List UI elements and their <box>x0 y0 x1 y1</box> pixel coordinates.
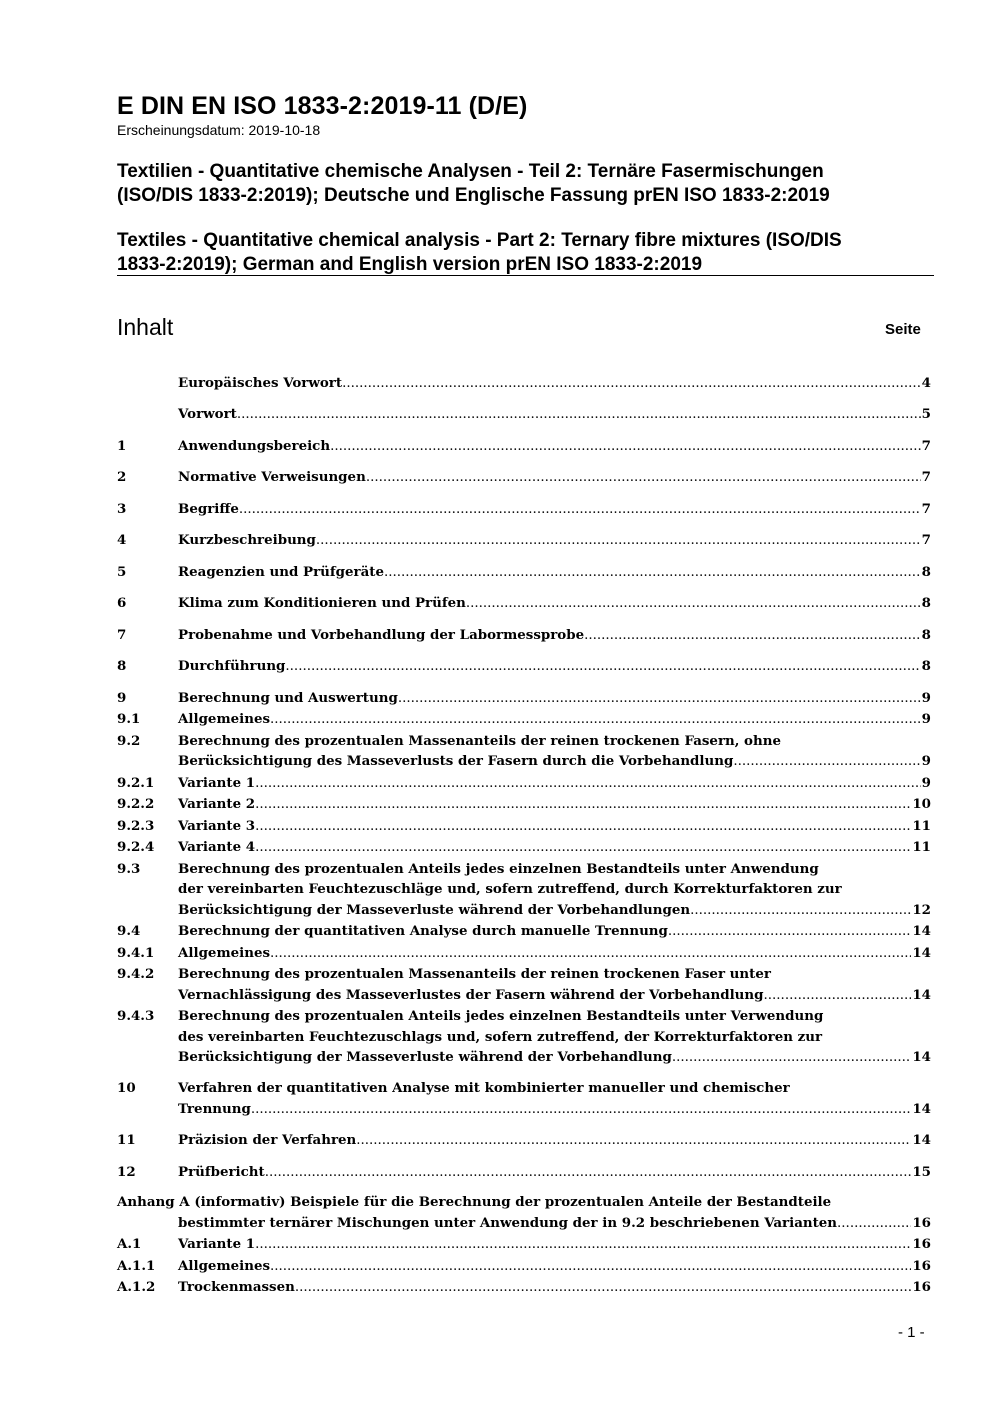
toc-entry-title: Probenahme und Vorbehandlung der Labormessprobe <box>178 626 585 643</box>
toc-entry-page: 5 <box>921 406 931 422</box>
toc-entry-title: Berechnung des prozentualen Anteils jedes einzelnen Bestandteils unter Verwendung <box>178 1008 824 1024</box>
toc-entry-page: 8 <box>921 626 931 643</box>
toc-entry[interactable] <box>117 625 931 647</box>
toc-entry-number: 11 <box>117 1132 136 1148</box>
toc-entry-number: 6 <box>117 595 127 611</box>
toc-entry-title: Begriffe <box>178 500 239 517</box>
toc-entry-page: 9 <box>921 753 931 769</box>
dot-leader <box>837 1214 911 1235</box>
toc-entry-page: 7 <box>921 469 931 485</box>
toc-entry-title: Variante 2 <box>178 796 256 812</box>
toc-entry-title: Berechnung der quantitativen Analyse durch manuelle Trennung <box>178 923 668 939</box>
dot-leader <box>270 710 921 731</box>
toc-entry-title: Trockenmassen <box>178 1279 295 1295</box>
dot-leader <box>251 1100 911 1121</box>
toc-entry-page: 15 <box>912 1163 931 1180</box>
toc-entry-number: 9.2 <box>117 732 141 749</box>
toc-heading: Inhalt <box>117 314 174 340</box>
toc-entry-title: Berücksichtigung des Masseverlusts der Fasern durch die Vorbehandlung <box>178 753 734 769</box>
toc-entry-number: 9 <box>117 689 127 706</box>
toc-entry-page: 14 <box>912 1049 931 1065</box>
dot-leader <box>255 838 911 859</box>
dot-leader <box>270 1257 911 1278</box>
dot-leader <box>255 1235 911 1256</box>
title-english <box>117 229 937 277</box>
toc-entry-number: 5 <box>117 563 127 580</box>
toc-entry-page: 10 <box>912 796 931 812</box>
toc-entry[interactable] <box>117 709 931 731</box>
toc-entry[interactable] <box>117 1256 931 1278</box>
dot-leader <box>255 795 911 816</box>
toc-entry-page: 11 <box>912 839 931 855</box>
toc-entry-title: Anhang A (informativ) Beispiele für die Berechnung der prozentualen Anteile der Bestandteile <box>117 1194 832 1210</box>
toc-entry-title: Europäisches Vorwort <box>178 375 343 391</box>
dot-leader <box>270 944 911 965</box>
toc-entry-title: Variante 1 <box>178 1236 256 1252</box>
toc-entry[interactable] <box>117 794 931 816</box>
toc-entry-title: Allgemeines <box>178 1257 271 1274</box>
toc-entry[interactable] <box>117 530 931 552</box>
dot-leader <box>239 500 921 521</box>
toc-entry-title: Berechnung und Auswertung <box>178 689 398 706</box>
toc-entry-page: 4 <box>921 375 931 391</box>
toc-entry[interactable] <box>117 1130 931 1152</box>
toc-entry-number: 9.2.3 <box>117 817 155 834</box>
toc-entry-page: 16 <box>912 1257 931 1274</box>
dot-leader <box>764 986 912 1007</box>
dot-leader <box>237 405 921 426</box>
toc-entry-title: Vorwort <box>178 406 237 422</box>
title-german <box>117 160 937 208</box>
toc-entry[interactable] <box>117 404 931 426</box>
dot-leader <box>384 563 921 584</box>
toc-entry-number: 9.4.2 <box>117 966 155 982</box>
dot-leader <box>584 626 921 647</box>
title-english-line-1: Textiles - Quantitative chemical analysis - Part 2: Ternary fibre mixtures (ISO/DIS <box>117 230 842 251</box>
toc-entry-title: des vereinbarten Feuchtezuschlags und, sofern zutreffend, der Korrekturfaktoren zur <box>178 1028 823 1045</box>
toc-entry[interactable] <box>117 859 931 922</box>
toc-entry-number: 7 <box>117 626 127 643</box>
toc-entry-page: 7 <box>921 500 931 517</box>
toc-entry[interactable] <box>117 1078 931 1120</box>
dot-leader <box>255 774 921 795</box>
table-of-contents <box>117 373 931 1299</box>
document-code: E DIN EN ISO 1833-2:2019-11 (D/E) <box>117 92 528 120</box>
toc-entry-page: 7 <box>921 437 931 454</box>
toc-entry-page: 16 <box>912 1279 931 1295</box>
dot-leader <box>342 374 921 395</box>
dot-leader <box>255 817 911 838</box>
toc-entry-page: 16 <box>912 1236 931 1252</box>
publication-date: Erscheinungsdatum: 2019-10-18 <box>117 122 321 138</box>
toc-entry[interactable] <box>117 499 931 521</box>
dot-leader <box>316 531 921 552</box>
dot-leader <box>672 1048 912 1069</box>
toc-entry[interactable] <box>117 1234 931 1256</box>
toc-entry-title: Berechnung des prozentualen Anteils jedes einzelnen Bestandteils unter Anwendung <box>178 860 819 877</box>
toc-entry[interactable] <box>117 1192 931 1234</box>
toc-entry-title: Kurzbeschreibung <box>178 532 316 548</box>
toc-entry-number: 9.2.4 <box>117 839 155 855</box>
dot-leader <box>733 752 920 773</box>
toc-entry-page: 9 <box>921 711 931 727</box>
toc-entry-number: 9.2.2 <box>117 796 155 812</box>
toc-entry-title: bestimmter ternärer Mischungen unter Anwendung der in 9.2 beschriebenen Varianten <box>178 1214 838 1231</box>
toc-entry-title: Präzision der Verfahren <box>178 1132 357 1148</box>
toc-entry[interactable] <box>117 436 931 458</box>
toc-entry[interactable] <box>117 964 931 1006</box>
toc-entry-title: Variante 4 <box>178 839 256 855</box>
toc-entry-number: 8 <box>117 658 127 674</box>
dot-leader <box>356 1131 911 1152</box>
toc-entry-page: 11 <box>912 817 931 834</box>
toc-entry-title: Klima zum Konditionieren und Prüfen <box>178 595 466 611</box>
toc-entry[interactable] <box>117 373 931 395</box>
toc-entry-page: 12 <box>912 901 931 918</box>
toc-entry[interactable] <box>117 921 931 943</box>
dot-leader <box>466 594 921 615</box>
toc-entry-title: Reagenzien und Prüfgeräte <box>178 563 384 580</box>
title-german-line-1: Textilien - Quantitative chemische Analysen - Teil 2: Ternäre Fasermischungen <box>117 161 824 182</box>
toc-entry-title: Variante 3 <box>178 817 256 834</box>
toc-entry-number: 9.4 <box>117 923 141 939</box>
toc-entry[interactable] <box>117 688 931 710</box>
toc-entry-title: der vereinbarten Feuchtezuschläge und, sofern zutreffend, durch Korrekturfaktoren zur <box>178 881 842 897</box>
toc-entry-title: Anwendungsbereich <box>178 437 331 454</box>
toc-entry-page: 14 <box>912 1100 931 1117</box>
toc-entry[interactable] <box>117 656 931 678</box>
toc-entry-title: Verfahren der quantitativen Analyse mit kombinierter manueller und chemischer <box>178 1080 790 1096</box>
toc-entry[interactable] <box>117 943 931 965</box>
toc-entry-number: 9.4.3 <box>117 1008 155 1024</box>
toc-entry-title: Berechnung des prozentualen Massenanteils der reinen trockenen Faser unter <box>178 966 771 982</box>
toc-entry-number: A.1 <box>117 1236 142 1252</box>
toc-entry-title: Prüfbericht <box>178 1163 265 1180</box>
toc-entry[interactable] <box>117 731 931 773</box>
toc-entry-number: 2 <box>117 469 127 485</box>
toc-entry-page: 9 <box>921 689 931 706</box>
dot-leader <box>690 901 911 922</box>
toc-entry-number: A.1.2 <box>117 1279 156 1295</box>
toc-entry-page: 14 <box>912 923 931 939</box>
page-number: - 1 - <box>898 1324 925 1341</box>
dot-leader <box>265 1163 912 1184</box>
toc-entry[interactable] <box>117 1162 931 1184</box>
dot-leader <box>398 689 921 710</box>
toc-entry-page: 14 <box>912 986 931 1003</box>
toc-entry-title: Variante 1 <box>178 774 256 791</box>
toc-entry-page: 8 <box>921 658 931 674</box>
toc-entry-number: A.1.1 <box>117 1257 156 1274</box>
toc-entry-number: 1 <box>117 437 127 454</box>
toc-entry-page: 7 <box>921 532 931 548</box>
toc-entry-page: 8 <box>921 595 931 611</box>
toc-entry-number: 9.2.1 <box>117 774 155 791</box>
toc-entry-number: 10 <box>117 1080 136 1096</box>
title-english-line-2: 1833-2:2019); German and English version prEN ISO 1833-2:2019 <box>117 254 703 275</box>
toc-entry-title: Allgemeines <box>178 944 271 961</box>
toc-entry-title: Normative Verweisungen <box>178 469 366 485</box>
toc-entry[interactable] <box>117 837 931 859</box>
toc-entry-page: 16 <box>912 1214 931 1231</box>
toc-entry-number: 9.3 <box>117 860 141 877</box>
toc-entry[interactable] <box>117 773 931 795</box>
toc-entry-page: 14 <box>912 944 931 961</box>
toc-entry-title: Allgemeines <box>178 711 271 727</box>
header-divider <box>117 275 934 276</box>
dot-leader <box>295 1278 912 1299</box>
toc-entry[interactable] <box>117 1006 931 1069</box>
dot-leader <box>330 437 921 458</box>
page-column-label: Seite <box>885 321 921 338</box>
toc-entry-title: Berechnung des prozentualen Massenanteils der reinen trockenen Fasern, ohne <box>178 732 781 749</box>
title-german-line-2: (ISO/DIS 1833-2:2019); Deutsche und Englische Fassung prEN ISO 1833-2:2019 <box>117 185 830 206</box>
toc-entry[interactable] <box>117 816 931 838</box>
dot-leader <box>366 468 921 489</box>
toc-entry-page: 9 <box>921 774 931 791</box>
toc-entry[interactable] <box>117 1277 931 1299</box>
toc-entry-title: Vernachlässigung des Masseverlustes der Fasern während der Vorbehandlung <box>178 986 764 1003</box>
toc-entry-page: 8 <box>921 563 931 580</box>
toc-entry-title: Durchführung <box>178 658 286 674</box>
toc-entry[interactable] <box>117 593 931 615</box>
toc-entry-title: Trennung <box>178 1100 251 1117</box>
toc-entry-number: 9.1 <box>117 711 141 727</box>
toc-entry[interactable] <box>117 562 931 584</box>
toc-entry-title: Berücksichtigung der Masseverluste während der Vorbehandlungen <box>178 901 691 918</box>
toc-entry-number: 3 <box>117 500 127 517</box>
toc-entry-number: 9.4.1 <box>117 944 155 961</box>
toc-entry-number: 4 <box>117 532 127 548</box>
toc-entry-title: Berücksichtigung der Masseverluste während der Vorbehandlung <box>178 1049 672 1065</box>
toc-entry-page: 14 <box>912 1132 931 1148</box>
toc-entry[interactable] <box>117 467 931 489</box>
dot-leader <box>285 657 920 678</box>
dot-leader <box>668 922 911 943</box>
toc-entry-number: 12 <box>117 1163 136 1180</box>
